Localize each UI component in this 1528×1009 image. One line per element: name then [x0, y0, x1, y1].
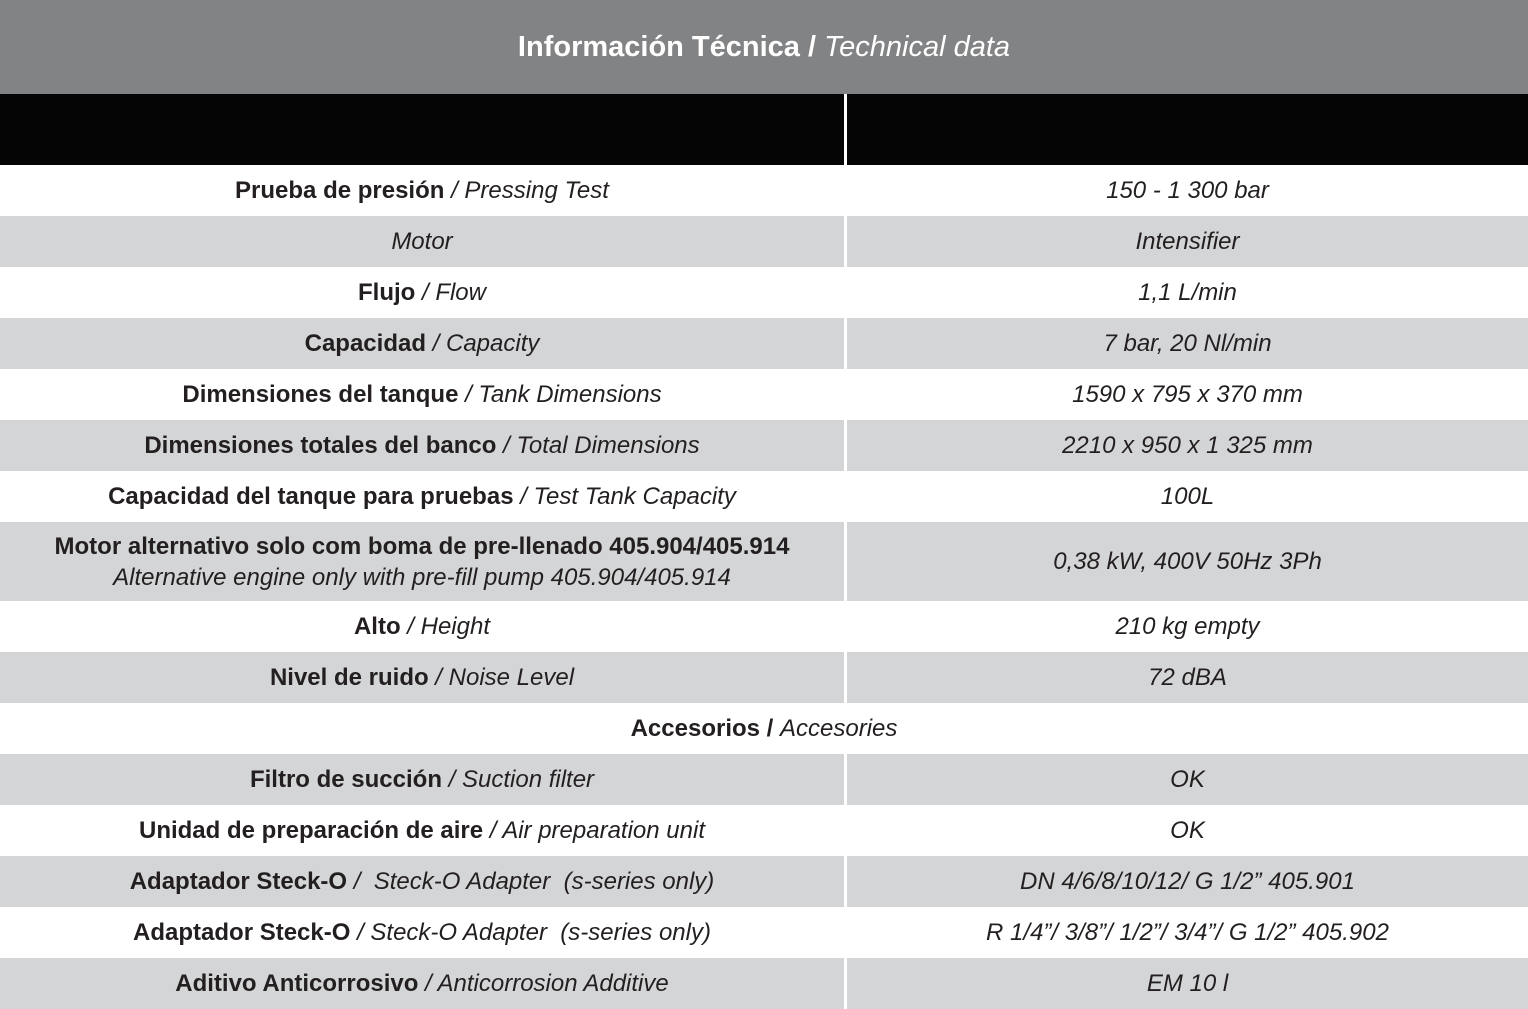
accessory-label-es: Adaptador Steck-O [133, 919, 351, 946]
title-english: Technical data [824, 30, 1011, 63]
table-row [0, 165, 1528, 216]
accessory-label [0, 958, 844, 1009]
spec-label-es: Dimensiones totales del banco [144, 432, 497, 459]
spec-label [0, 601, 844, 652]
title-separator: / [799, 30, 825, 63]
spec-value: 100L [844, 471, 1528, 522]
title-spanish: Información Técnica [517, 30, 800, 63]
spec-value: 150 - 1 300 bar [844, 165, 1528, 216]
accessories-heading-separator: / [760, 715, 781, 742]
table-row [0, 652, 1528, 703]
spec-label-en: / Flow [415, 279, 486, 306]
table-row [0, 216, 1528, 267]
spec-label-en: / Pressing Test [444, 177, 609, 204]
spec-label [0, 369, 844, 420]
accessory-label [0, 754, 844, 805]
table-row [0, 267, 1528, 318]
spec-value: 2210 x 950 x 1 325 mm [844, 420, 1528, 471]
table-row [0, 805, 1528, 856]
spec-value: 1,1 L/min [844, 267, 1528, 318]
accessory-value: DN 4/6/8/10/12/ G 1/2” 405.901 [844, 856, 1528, 907]
spec-label-en: / Capacity [425, 330, 540, 357]
accessory-label-es: Aditivo Anticorrosivo [175, 970, 419, 997]
spec-label-en: / Test Tank Capacity [513, 483, 736, 510]
spec-label-en: Motor [391, 228, 453, 255]
accessory-value: EM 10 l [844, 958, 1528, 1009]
spec-label [0, 522, 844, 601]
accessory-label-en: / Suction filter [441, 766, 595, 793]
spec-value: 72 dBA [844, 652, 1528, 703]
spec-value: 210 kg empty [844, 601, 1528, 652]
accessory-label-en: / Steck-O Adapter (s-series only) [350, 919, 711, 946]
spec-value: 1590 x 795 x 370 mm [844, 369, 1528, 420]
spec-label [0, 267, 844, 318]
spec-label-es: Flujo [357, 279, 416, 306]
column-divider [844, 94, 847, 165]
spec-label [0, 216, 844, 267]
table-row [0, 522, 1528, 601]
spec-table [0, 165, 1528, 1009]
accessory-value: OK [844, 805, 1528, 856]
accessories-header-row [0, 703, 1528, 754]
spec-value: Intensifier [844, 216, 1528, 267]
accessories-heading-es: Accesorios [630, 715, 760, 742]
accessories-heading [0, 703, 1528, 754]
table-row [0, 958, 1528, 1009]
table-row [0, 369, 1528, 420]
spec-label [0, 420, 844, 471]
spec-value: 7 bar, 20 Nl/min [844, 318, 1528, 369]
spec-label-en: Alternative engine only with pre-fill pump 405.904/405.914 [113, 563, 731, 591]
table-row [0, 754, 1528, 805]
accessory-label-es: Filtro de succión [249, 766, 442, 793]
spec-label-en: / Noise Level [428, 664, 575, 691]
spec-label-es: Alto [353, 613, 401, 640]
table-row [0, 318, 1528, 369]
spec-label [0, 652, 844, 703]
spec-value: 0,38 kW, 400V 50Hz 3Ph [844, 522, 1528, 601]
spec-label-es: Nivel de ruido [269, 664, 429, 691]
spec-label-en: / Tank Dimensions [458, 381, 662, 408]
spec-label-en: / Height [400, 613, 491, 640]
accessory-label [0, 856, 844, 907]
accessory-label-en: / Anticorrosion Additive [418, 970, 669, 997]
table-row [0, 856, 1528, 907]
accessory-label [0, 805, 844, 856]
accessory-value: R 1/4”/ 3/8”/ 1/2”/ 3/4”/ G 1/2” 405.902 [844, 907, 1528, 958]
table-row [0, 907, 1528, 958]
accessory-label-en: / Air preparation unit [483, 817, 705, 844]
spec-label [0, 165, 844, 216]
accessories-heading-en: Accesories [780, 715, 898, 742]
spec-label-es: Prueba de presión [235, 177, 445, 204]
accessory-label-en: / Steck-O Adapter (s-series only) [347, 868, 715, 895]
table-row [0, 420, 1528, 471]
table-row [0, 471, 1528, 522]
accessory-label-es: Adaptador Steck-O [129, 868, 348, 895]
accessory-value: OK [844, 754, 1528, 805]
table-row [0, 601, 1528, 652]
spec-label [0, 318, 844, 369]
spec-label-es: Motor alternativo solo com boma de pre-llenado 405.904/405.914 [54, 532, 790, 560]
accessory-label-es: Unidad de preparación de aire [138, 817, 484, 844]
spec-label-es: Dimensiones del tanque [182, 381, 459, 408]
table-title [0, 0, 1528, 94]
spec-label-es: Capacidad del tanque para pruebas [108, 483, 514, 510]
spec-label-en: / Total Dimensions [496, 432, 700, 459]
spec-label-es: Capacidad [304, 330, 426, 357]
column-header-band [0, 94, 1528, 165]
spec-label [0, 471, 844, 522]
accessory-label [0, 907, 844, 958]
